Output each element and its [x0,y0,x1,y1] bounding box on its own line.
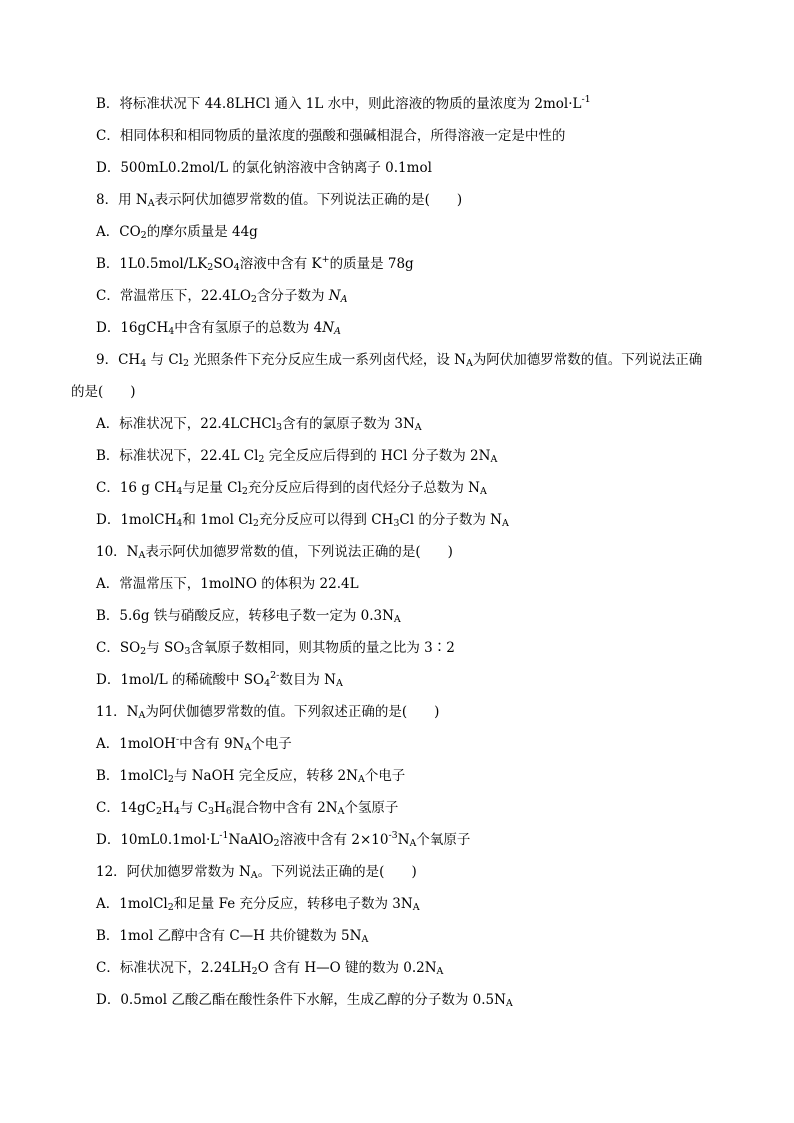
text-line: A．标准状况下，22.4LCHCl$_3$含有的氯原子数为 $3N_A$ [96,416,422,433]
text-line: D．1mol/L 的稀硫酸中 $SO_4^{2-}$数目为 $N_A$ [96,670,343,689]
text-line: A．1molCl$_2$和足量 Fe 充分反应，转移电子数为 $3N_A$ [96,896,420,913]
text-line: B．1mol 乙醇中含有 C—H 共价键数为 $5N_A$ [96,928,369,945]
text-line: A．常温常压下，1molNO 的体积为 22.4L [96,576,359,592]
text-line: B．5.6g 铁与硝酸反应，转移电子数一定为 $0.3N_A$ [96,608,401,625]
text-line: C．相同体积和相同物质的量浓度的强酸和强碱相混合，所得溶液一定是中性的 [96,128,566,144]
text-line: C．$SO_2$与 $SO_3$含氧原子数相同，则其物质的量之比为 3∶2 [96,640,455,657]
text-line: 的是( ) [71,384,136,400]
text-line: 11．$N_A$为阿伏伽德罗常数的值。下列叙述正确的是( ) [96,704,440,721]
text-line: B．$1L0.5mol/LK_2SO_4$溶液中含有 K+的质量是 78g [96,254,414,273]
text-line: 8．用 $N_A$表示阿伏加德罗常数的值。下列说法正确的是( ) [96,192,463,209]
text-line: 9．$CH_4$ 与 $Cl_2$ 光照条件下充分反应生成一系列卤代烃，设 $N_A$为阿伏加德罗常数的值。下列说法正确 [96,352,703,369]
text-line: C．标准状况下，$2.24LH_2O$ 含有 H—O 键的数为 $0.2N_A$ [96,960,444,977]
text-line: A．1molOH-中含有 $9N_A$个电子 [96,734,292,753]
text-line: D．$10mL0.1mol\cdot L^{-1}NaAlO_2$溶液中含有 $2\times 10^{-3}N_A$个氧原子 [96,830,471,849]
text-line: A．$CO_2$的摩尔质量是 44g [96,224,258,241]
text-line: B．1molCl$_2$与 NaOH 完全反应，转移 $2N_A$个电子 [96,768,406,785]
text-line: B．标准状况下，22.4L $Cl_2$ 完全反应后得到的 HCl 分子数为 $2N_A$ [96,448,498,465]
text-line: 12．阿伏加德罗常数为 $N_A$。下列说法正确的是( ) [96,864,417,881]
text-line: C．$14gC_2H_4$与 $C_3H_6$混合物中含有 $2N_A$个氢原子 [96,800,399,817]
text-line: D．1molCH$_4$和 1mol $Cl_2$充分反应可以得到 $CH_3Cl$ 的分子数为 $N_A$ [96,512,509,529]
text-line: D．0.5mol 乙酸乙酯在酸性条件下水解，生成乙醇的分子数为 $0.5N_A$ [96,992,513,1009]
text-line: D．500mL0.2mol/L 的氯化钠溶液中含钠离子 0.1mol [96,160,432,176]
text-line: D．16gCH$_4$中含有氢原子的总数为 $4N_A$ [96,320,341,337]
text-line: C．16 g $CH_4$与足量 $Cl_2$充分反应后得到的卤代烃分子总数为 $N_A$ [96,480,487,497]
text-line: B．将标准状况下 44.8LHCl 通入 1L 水中，则此溶液的物质的量浓度为 $2mol\cdot L^{-1}$ [96,94,591,112]
text-line: 10．$N_A$表示阿伏加德罗常数的值，下列说法正确的是( ) [96,544,453,561]
text-line: C．常温常压下，$22.4LO_2$含分子数为 $N_A$ [96,288,348,305]
